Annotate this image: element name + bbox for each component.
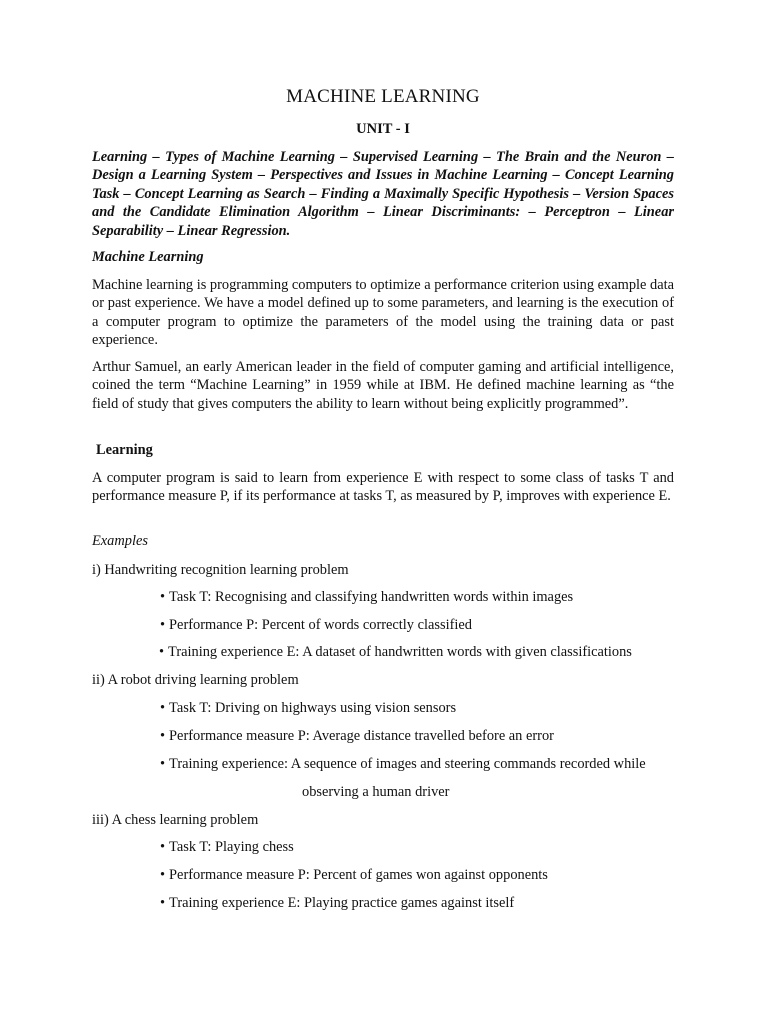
list-item-text: Training experience: A sequence of images and steering commands recorded while bbox=[169, 756, 646, 772]
list-item-text: Training experience E: Playing practice games against itself bbox=[169, 895, 515, 911]
list-item-text: Performance measure P: Percent of games won against opponents bbox=[169, 867, 548, 883]
list-item bbox=[160, 839, 294, 856]
bullet-icon: • bbox=[160, 617, 166, 633]
bullet-icon: • bbox=[160, 839, 166, 855]
examples-heading: Examples bbox=[92, 533, 148, 549]
list-item-text: Task T: Playing chess bbox=[169, 839, 294, 855]
list-item bbox=[160, 756, 646, 773]
list-item-text: Performance measure P: Average distance travelled before an error bbox=[169, 728, 554, 744]
example-title: iii) A chess learning problem bbox=[92, 812, 259, 828]
bullet-icon: • bbox=[160, 756, 166, 772]
list-item bbox=[160, 617, 472, 634]
document-title: MACHINE LEARNING bbox=[286, 86, 480, 107]
bullet-icon: • bbox=[160, 867, 166, 883]
list-item-text: Performance P: Percent of words correctly classified bbox=[169, 617, 472, 633]
list-item-text: Training experience E: A dataset of handwritten words with given classifications bbox=[168, 644, 632, 660]
list-item bbox=[160, 867, 548, 884]
list-item bbox=[159, 644, 632, 661]
list-item-text: Task T: Recognising and classifying handwritten words within images bbox=[169, 589, 574, 605]
arthur-samuel-paragraph: Arthur Samuel, an early American leader in the field of computer gaming and artificial intelligence, coined the term “Machine Learning” in 1959 while at IBM. He defined machine learning as “the field of study that gives computers the ability to learn without being explicitly programmed”. bbox=[92, 359, 674, 412]
example-title: i) Handwriting recognition learning problem bbox=[92, 562, 349, 578]
bullet-icon: • bbox=[159, 644, 165, 660]
example-title: ii) A robot driving learning problem bbox=[92, 672, 299, 688]
bullet-icon: • bbox=[160, 895, 166, 911]
learning-heading: Learning bbox=[96, 442, 153, 458]
list-item-text: Task T: Driving on highways using vision sensors bbox=[169, 700, 457, 716]
bullet-icon: • bbox=[160, 728, 166, 744]
list-item-continuation: observing a human driver bbox=[302, 784, 450, 800]
bullet-icon: • bbox=[160, 700, 166, 716]
machine-learning-heading: Machine Learning bbox=[92, 249, 204, 265]
syllabus-topics: Learning – Types of Machine Learning – Supervised Learning – The Brain and the Neuron – Design a Learning System – Perspectives and Issues in Machine Learning – Concept Learning Task – Concept Learning as Search – Finding a Maximally Specific Hypothesis – Version Spaces and the Candidate Elimination Algorithm – Linear Discriminants: – Perceptron – Linear Separability – Linear Regression. bbox=[92, 149, 674, 239]
unit-heading: UNIT - I bbox=[356, 121, 410, 137]
list-item bbox=[160, 728, 554, 745]
list-item bbox=[160, 895, 514, 912]
list-item bbox=[160, 589, 573, 606]
learning-definition-paragraph: A computer program is said to learn from experience E with respect to some class of tasks T and performance measure P, if its performance at tasks T, as measured by P, improves with experience E. bbox=[92, 470, 674, 505]
bullet-icon: • bbox=[160, 589, 166, 605]
ml-definition-paragraph: Machine learning is programming computers to optimize a performance criterion using example data or past experience. We have a model defined up to some parameters, and learning is the execution of a computer program to optimize the parameters of the model using the training data or past experience. bbox=[92, 277, 674, 349]
list-item bbox=[160, 700, 456, 717]
